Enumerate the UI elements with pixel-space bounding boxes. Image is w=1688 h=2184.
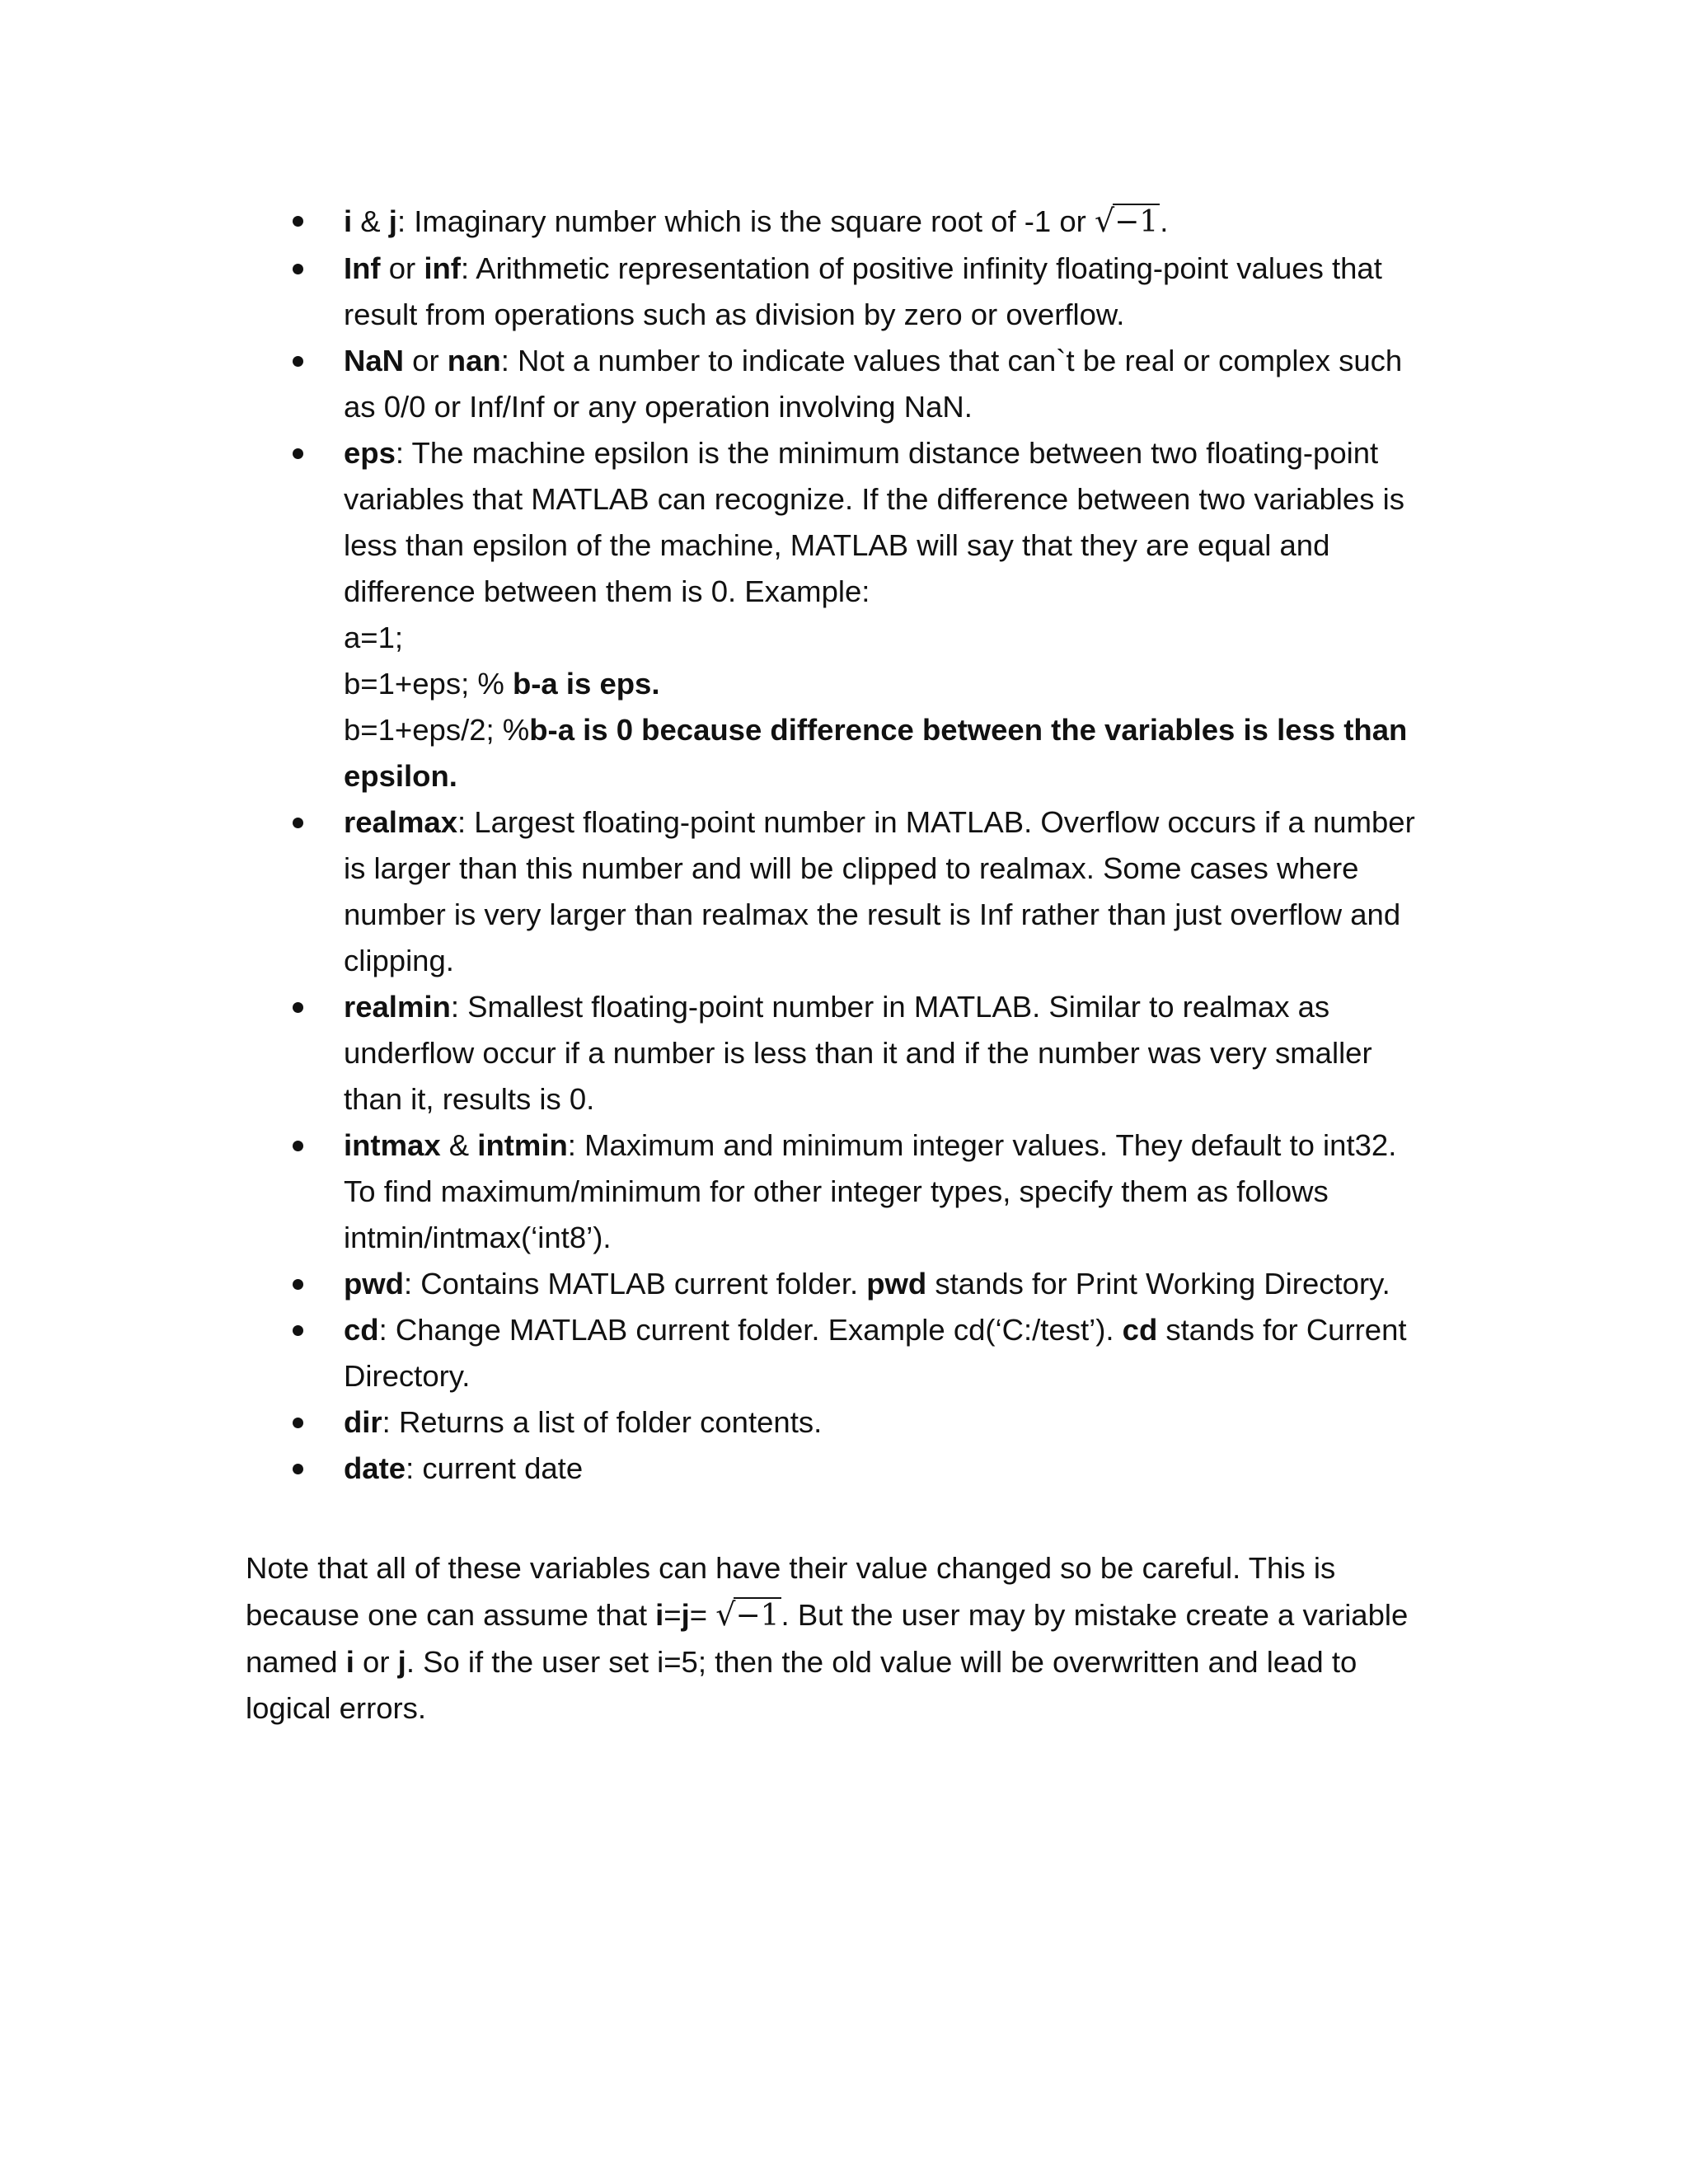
- bold-term: eps: [344, 436, 396, 470]
- text-run: or: [354, 1645, 398, 1679]
- text-run: To find maximum/minimum for other integer types, specify them as follows: [344, 1174, 1329, 1208]
- text-run: Directory.: [344, 1359, 471, 1393]
- bold-term: date: [344, 1451, 406, 1485]
- bullet-icon: [293, 216, 303, 227]
- text-run: stands for Print Working Directory.: [926, 1267, 1390, 1301]
- text-run: : Change MATLAB current folder. Example cd(‘C:/test’).: [378, 1313, 1123, 1347]
- text-run: named: [246, 1645, 346, 1679]
- text-run: intmin/intmax(‘int8’).: [344, 1221, 612, 1254]
- bold-term: realmax: [344, 805, 457, 839]
- bold-term: NaN: [344, 344, 405, 377]
- text-line: [344, 707, 1432, 753]
- text-line: [344, 892, 1432, 938]
- text-run: : Maximum and minimum integer values. They default to int32.: [567, 1128, 1397, 1162]
- list-item: [0, 984, 1688, 1122]
- bullet-icon: [293, 1418, 303, 1428]
- text-line: [344, 292, 1432, 338]
- text-line: [344, 984, 1432, 1030]
- text-run: clipping.: [344, 944, 454, 977]
- bold-term: cd: [1122, 1313, 1158, 1347]
- text-line: [344, 846, 1432, 892]
- text-line: [344, 430, 1432, 476]
- text-run: &: [352, 204, 389, 238]
- text-run: variables that MATLAB can recognize. If the difference between two variables is: [344, 482, 1404, 516]
- text-line: [344, 569, 1432, 615]
- text-run: : The machine epsilon is the minimum distance between two floating-point: [395, 436, 1379, 470]
- text-run: because one can assume that: [246, 1598, 656, 1632]
- text-run: : Largest floating-point number in MATLAB. Overflow occurs if a number: [457, 805, 1415, 839]
- text-run: underflow occur if a number is less than it and if the number was very smaller: [344, 1036, 1372, 1070]
- text-line: [344, 799, 1432, 846]
- text-line: [344, 1030, 1432, 1076]
- list-item: [0, 430, 1688, 799]
- text-run: Note that all of these variables can have their value changed so be careful. This is: [246, 1551, 1336, 1585]
- list-item: [0, 1307, 1688, 1399]
- bullet-icon: [293, 1002, 303, 1013]
- text-run: number is very larger than realmax the result is Inf rather than just overflow and: [344, 898, 1401, 931]
- text-run: logical errors.: [246, 1691, 427, 1725]
- text-line: [344, 1353, 1432, 1399]
- bullet-icon: [293, 1279, 303, 1290]
- text-run: b=1+eps; %: [344, 667, 513, 701]
- text-run: than it, results is 0.: [344, 1082, 595, 1116]
- constants-bullet-list: [0, 198, 1688, 1492]
- text-run: : Imaginary number which is the square root of -1 or: [396, 204, 1095, 238]
- bold-term: intmax: [344, 1128, 441, 1162]
- list-item: [0, 1122, 1688, 1261]
- bullet-icon: [293, 1464, 303, 1474]
- radicand: −1: [1114, 205, 1159, 239]
- text-run: =: [689, 1598, 716, 1632]
- radical-sign-icon: √: [1094, 203, 1115, 239]
- bold-term: intmin: [477, 1128, 568, 1162]
- text-run: : Arithmetic representation of positive infinity floating-point values that: [460, 251, 1382, 285]
- text-run: : current date: [406, 1451, 584, 1485]
- text-line: [344, 938, 1432, 984]
- bold-term: b-a is 0 because difference between the variables is less than: [529, 713, 1408, 747]
- text-run: : Contains MATLAB current folder.: [403, 1267, 867, 1301]
- bullet-icon: [293, 1141, 303, 1151]
- bold-term: epsilon.: [344, 759, 457, 793]
- note-paragraph: [246, 1545, 1482, 1732]
- list-item: [0, 1446, 1688, 1492]
- text-line: [344, 198, 1432, 246]
- bold-term: j: [397, 1645, 406, 1679]
- bold-term: j: [681, 1598, 690, 1632]
- text-line: [344, 1169, 1432, 1215]
- text-line: [344, 661, 1432, 707]
- text-run: as 0/0 or Inf/Inf or any operation involving NaN.: [344, 390, 973, 424]
- text-run: &: [440, 1128, 478, 1162]
- text-line: [344, 384, 1432, 430]
- bold-term: i: [655, 1598, 664, 1632]
- bold-term: cd: [344, 1313, 379, 1347]
- text-run: less than epsilon of the machine, MATLAB will say that they are equal and: [344, 528, 1330, 562]
- text-line: [344, 1215, 1432, 1261]
- text-run: is larger than this number and will be clipped to realmax. Some cases where: [344, 851, 1359, 885]
- text-run: difference between them is 0. Example:: [344, 574, 870, 608]
- bold-term: pwd: [344, 1267, 404, 1301]
- bold-term: i: [345, 1645, 354, 1679]
- text-line: [344, 338, 1432, 384]
- text-line: [344, 523, 1432, 569]
- text-line: [344, 1399, 1432, 1446]
- bold-term: i: [344, 204, 353, 238]
- sqrt-expression: [715, 1598, 781, 1632]
- text-line: [246, 1685, 1482, 1732]
- text-line: [344, 1261, 1432, 1307]
- bullet-icon: [293, 818, 303, 828]
- bold-term: Inf: [344, 251, 381, 285]
- bullet-icon: [293, 356, 303, 367]
- text-run: . But the user may by mistake create a variable: [781, 1598, 1409, 1632]
- bold-term: nan: [447, 344, 501, 377]
- text-line: [246, 1591, 1482, 1639]
- bullet-icon: [293, 264, 303, 274]
- text-run: or: [380, 251, 424, 285]
- text-run: : Not a number to indicate values that can`t be real or complex such: [500, 344, 1403, 377]
- text-run: stands for Current: [1157, 1313, 1407, 1347]
- text-line: [344, 1446, 1432, 1492]
- text-run: : Returns a list of folder contents.: [382, 1405, 823, 1439]
- text-line: [344, 1307, 1432, 1353]
- list-item: [0, 1261, 1688, 1307]
- bold-term: b-a is eps.: [512, 667, 660, 701]
- text-line: [344, 1122, 1432, 1169]
- list-item: [0, 198, 1688, 246]
- bold-term: j: [388, 204, 397, 238]
- text-run: a=1;: [344, 621, 404, 654]
- text-line: [344, 1076, 1432, 1122]
- text-line: [246, 1639, 1482, 1685]
- text-run: : Smallest floating-point number in MATLAB. Similar to realmax as: [450, 990, 1330, 1024]
- list-item: [0, 1399, 1688, 1446]
- text-run: b=1+eps/2; %: [344, 713, 530, 747]
- text-run: result from operations such as division by zero or overflow.: [344, 298, 1125, 331]
- bold-term: realmin: [344, 990, 451, 1024]
- list-item: [0, 246, 1688, 338]
- bold-term: pwd: [866, 1267, 927, 1301]
- bullet-icon: [293, 1325, 303, 1336]
- list-item: [0, 799, 1688, 984]
- bold-term: inf: [424, 251, 461, 285]
- text-line: [344, 476, 1432, 523]
- radicand: −1: [735, 1599, 780, 1633]
- sqrt-expression: [1095, 204, 1160, 238]
- text-line: [344, 753, 1432, 799]
- text-run: . So if the user set i=5; then the old value will be overwritten and lead to: [406, 1645, 1357, 1679]
- text-line: [344, 615, 1432, 661]
- text-line: [246, 1545, 1482, 1591]
- text-run: or: [404, 344, 448, 377]
- text-line: [344, 246, 1432, 292]
- bullet-icon: [293, 448, 303, 459]
- radical-sign-icon: √: [715, 1596, 736, 1633]
- list-item: [0, 338, 1688, 430]
- text-run: =: [663, 1598, 682, 1632]
- bold-term: dir: [344, 1405, 382, 1439]
- text-run: .: [1160, 204, 1169, 238]
